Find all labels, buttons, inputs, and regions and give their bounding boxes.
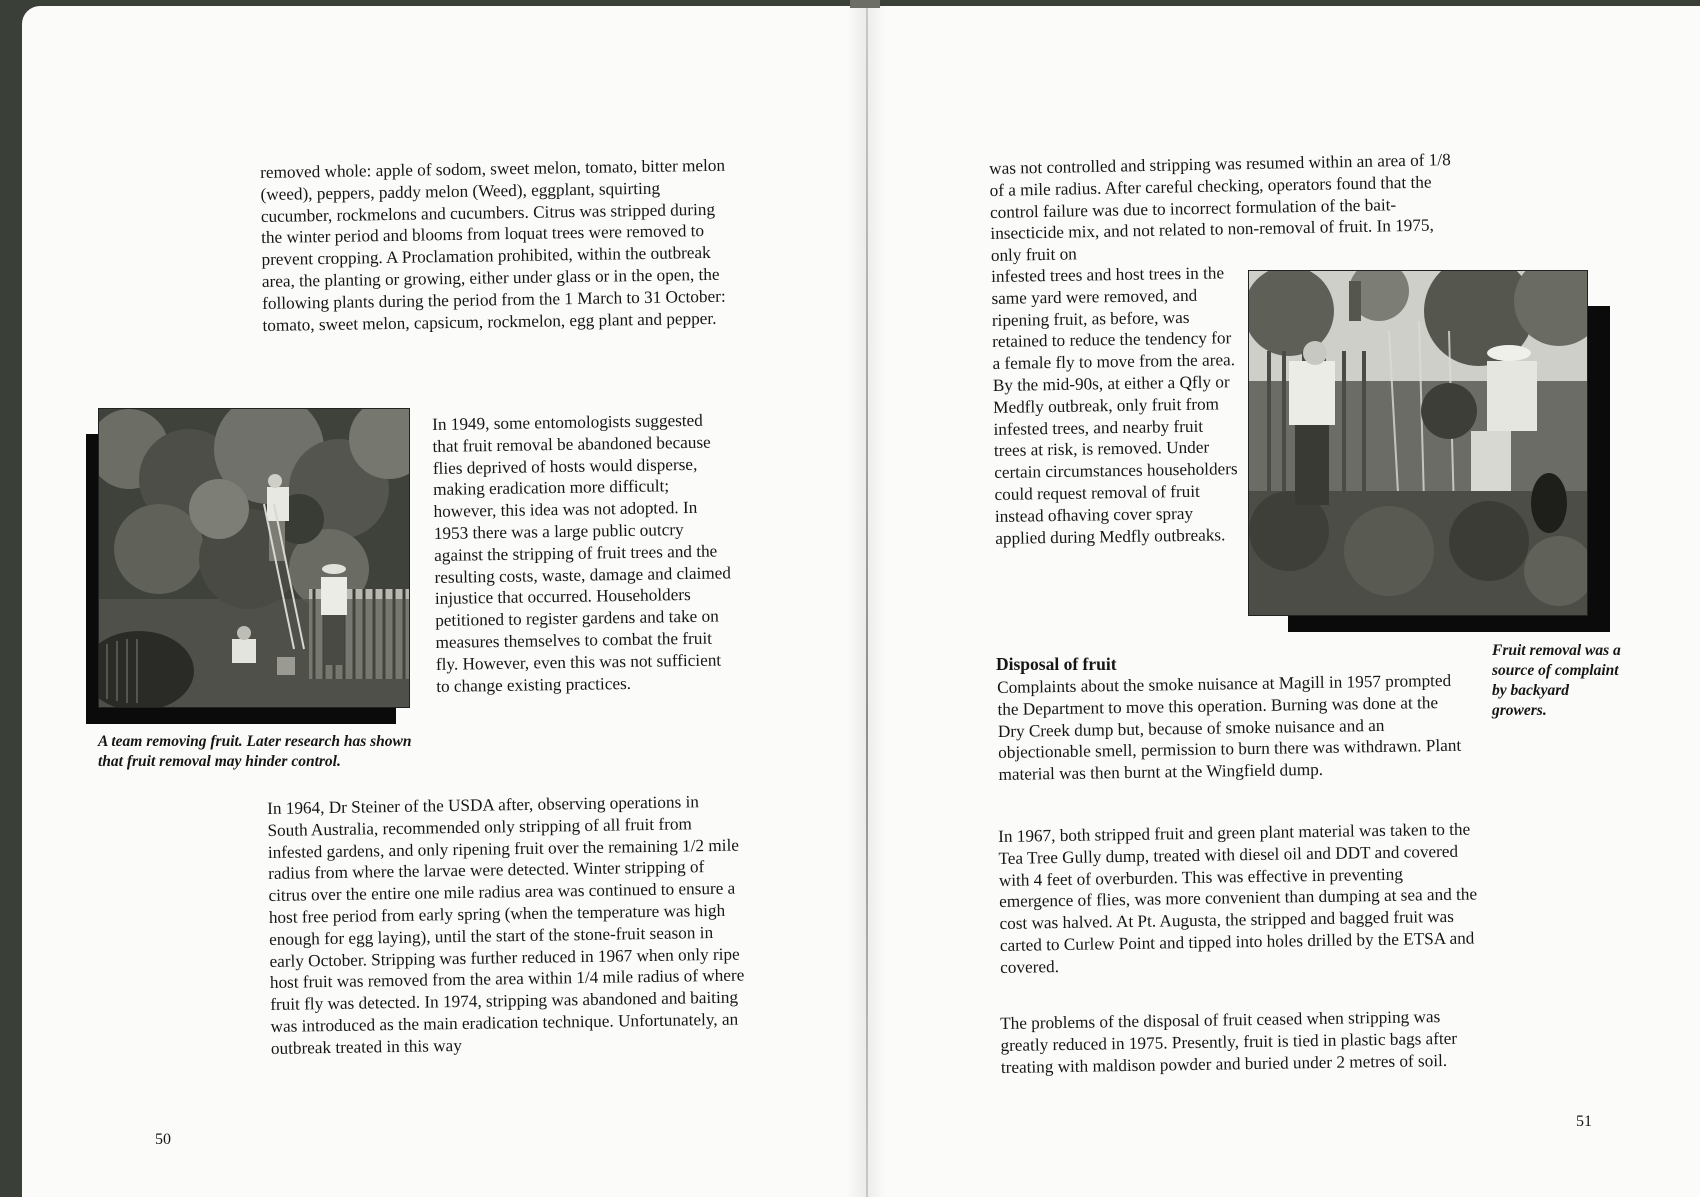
right-page-number: 51 — [1576, 1113, 1592, 1130]
left-paragraph-3: In 1964, Dr Steiner of the USDA after, observing operations in South Australia, recommended only stripping of all fruit from infested gardens, and only ripening fruit over the remaining 1/2 mile radius from where the larvae were detected. Winter stripping of citrus over the entire one mile radius area was continued to ensure a host free period from early spring (when the temperature was high enough for egg laying), until the start of the stone-fruit season in early October. Stripping was further reduced in 1967 when only ripe host fruit was removed from the area within 1/4 mile radius of where fruit fly was detected. In 1974, stripping was abandoned and baiting was introduced as the main eradication technique. Unfortunately, an outbreak treated in this way — [267, 792, 745, 1058]
right-paragraph-2: Complaints about the smoke nuisance at Magill in 1957 prompted the Department to move this operation. Burning was done at the Dry Creek dump but, because of smoke nuisance and an objectionable smell, permission to burn there was withdrawn. Plant material was then burnt at the Wingfield dump. — [997, 670, 1462, 785]
left-paragraph-2: In 1949, some entomologists suggested that fruit removal be abandoned because flies deprived of hosts would disperse, making eradication more difficult; however, this idea was not adopted. In 1953 there was a large public outcry against the stripping of fruit trees and the resulting costs, waste, damage and claimed injustice that occurred. Householders petitioned to register gardens and take on measures themselves to combat the fruit fly. However, even this was not sufficient to change existing practices. — [432, 410, 732, 696]
right-paragraph-3: In 1967, both stripped fruit and green plant material was taken to the Tea Tree Gully dump, treated with diesel oil and DDT and covered with 4 feet of overburden. This was effective in preventing emergence of flies, was more convenient than dumping at sea and the cost was halved. At Pt. Augusta, the stripped and bagged fruit was carted to Curlew Point and tipped into holes drilled by the ETSA and covered. — [998, 819, 1478, 977]
left-photo-caption: A team removing fruit. Later research has shown that fruit removal may hinder control. — [98, 733, 412, 770]
left-photo — [86, 408, 416, 724]
left-paragraph-1: removed whole: apple of sodom, sweet melon, tomato, bitter melon (weed), peppers, paddy melon (Weed), eggplant, squirting cucumber, rockmelons and cucumbers. Citrus was stripped during the winter period and blooms from loquat trees were removed to prevent cropping. A Proclamation prohibited, within the outbreak area, the planting or growing, either under glass or in the open, the following plants during the period from the 1 March to 31 October: tomato, sweet melon, capsicum, rockmelon, egg plant and pepper. — [260, 155, 726, 335]
left-page-number: 50 — [155, 1131, 171, 1148]
right-paragraph-4: The problems of the disposal of fruit ceased when stripping was greatly reduced in 1975. Presently, fruit is tied in plastic bags after treating with maldison powder and buried under 2 metres of soil. — [1000, 1007, 1458, 1077]
photo-fruit-removal-backyard — [1248, 270, 1588, 616]
spine-strip — [850, 0, 880, 8]
right-photo — [1244, 270, 1610, 632]
book-gutter — [866, 6, 868, 1197]
right-paragraph-1b: infested trees and host trees in the same yard were removed, and ripening fruit, as before, was retained to reduce the tendency for a female fly to move from the area. By the mid-90s, at either a Qfly or Medfly outbreak, only fruit from infested trees, and nearby fruit trees at risk, is removed. Under certain circumstances householders could request removal of fruit instead ofhaving cover spray applied during Medfly outbreaks. — [991, 263, 1238, 548]
photo-team-removing-fruit — [98, 408, 410, 708]
right-paragraph-1: was not controlled and stripping was resumed within an area of 1/8 of a mile radius. After careful checking, operators found that the control failure was due to incorrect formulation of the bait-insecticide mix, and not related to non-removal of fruit. In 1975, only fruit on — [989, 150, 1451, 266]
right-photo-caption: Fruit removal was a source of complaint by backyard growers. — [1492, 642, 1621, 719]
section-heading-disposal: Disposal of fruit — [996, 654, 1117, 674]
